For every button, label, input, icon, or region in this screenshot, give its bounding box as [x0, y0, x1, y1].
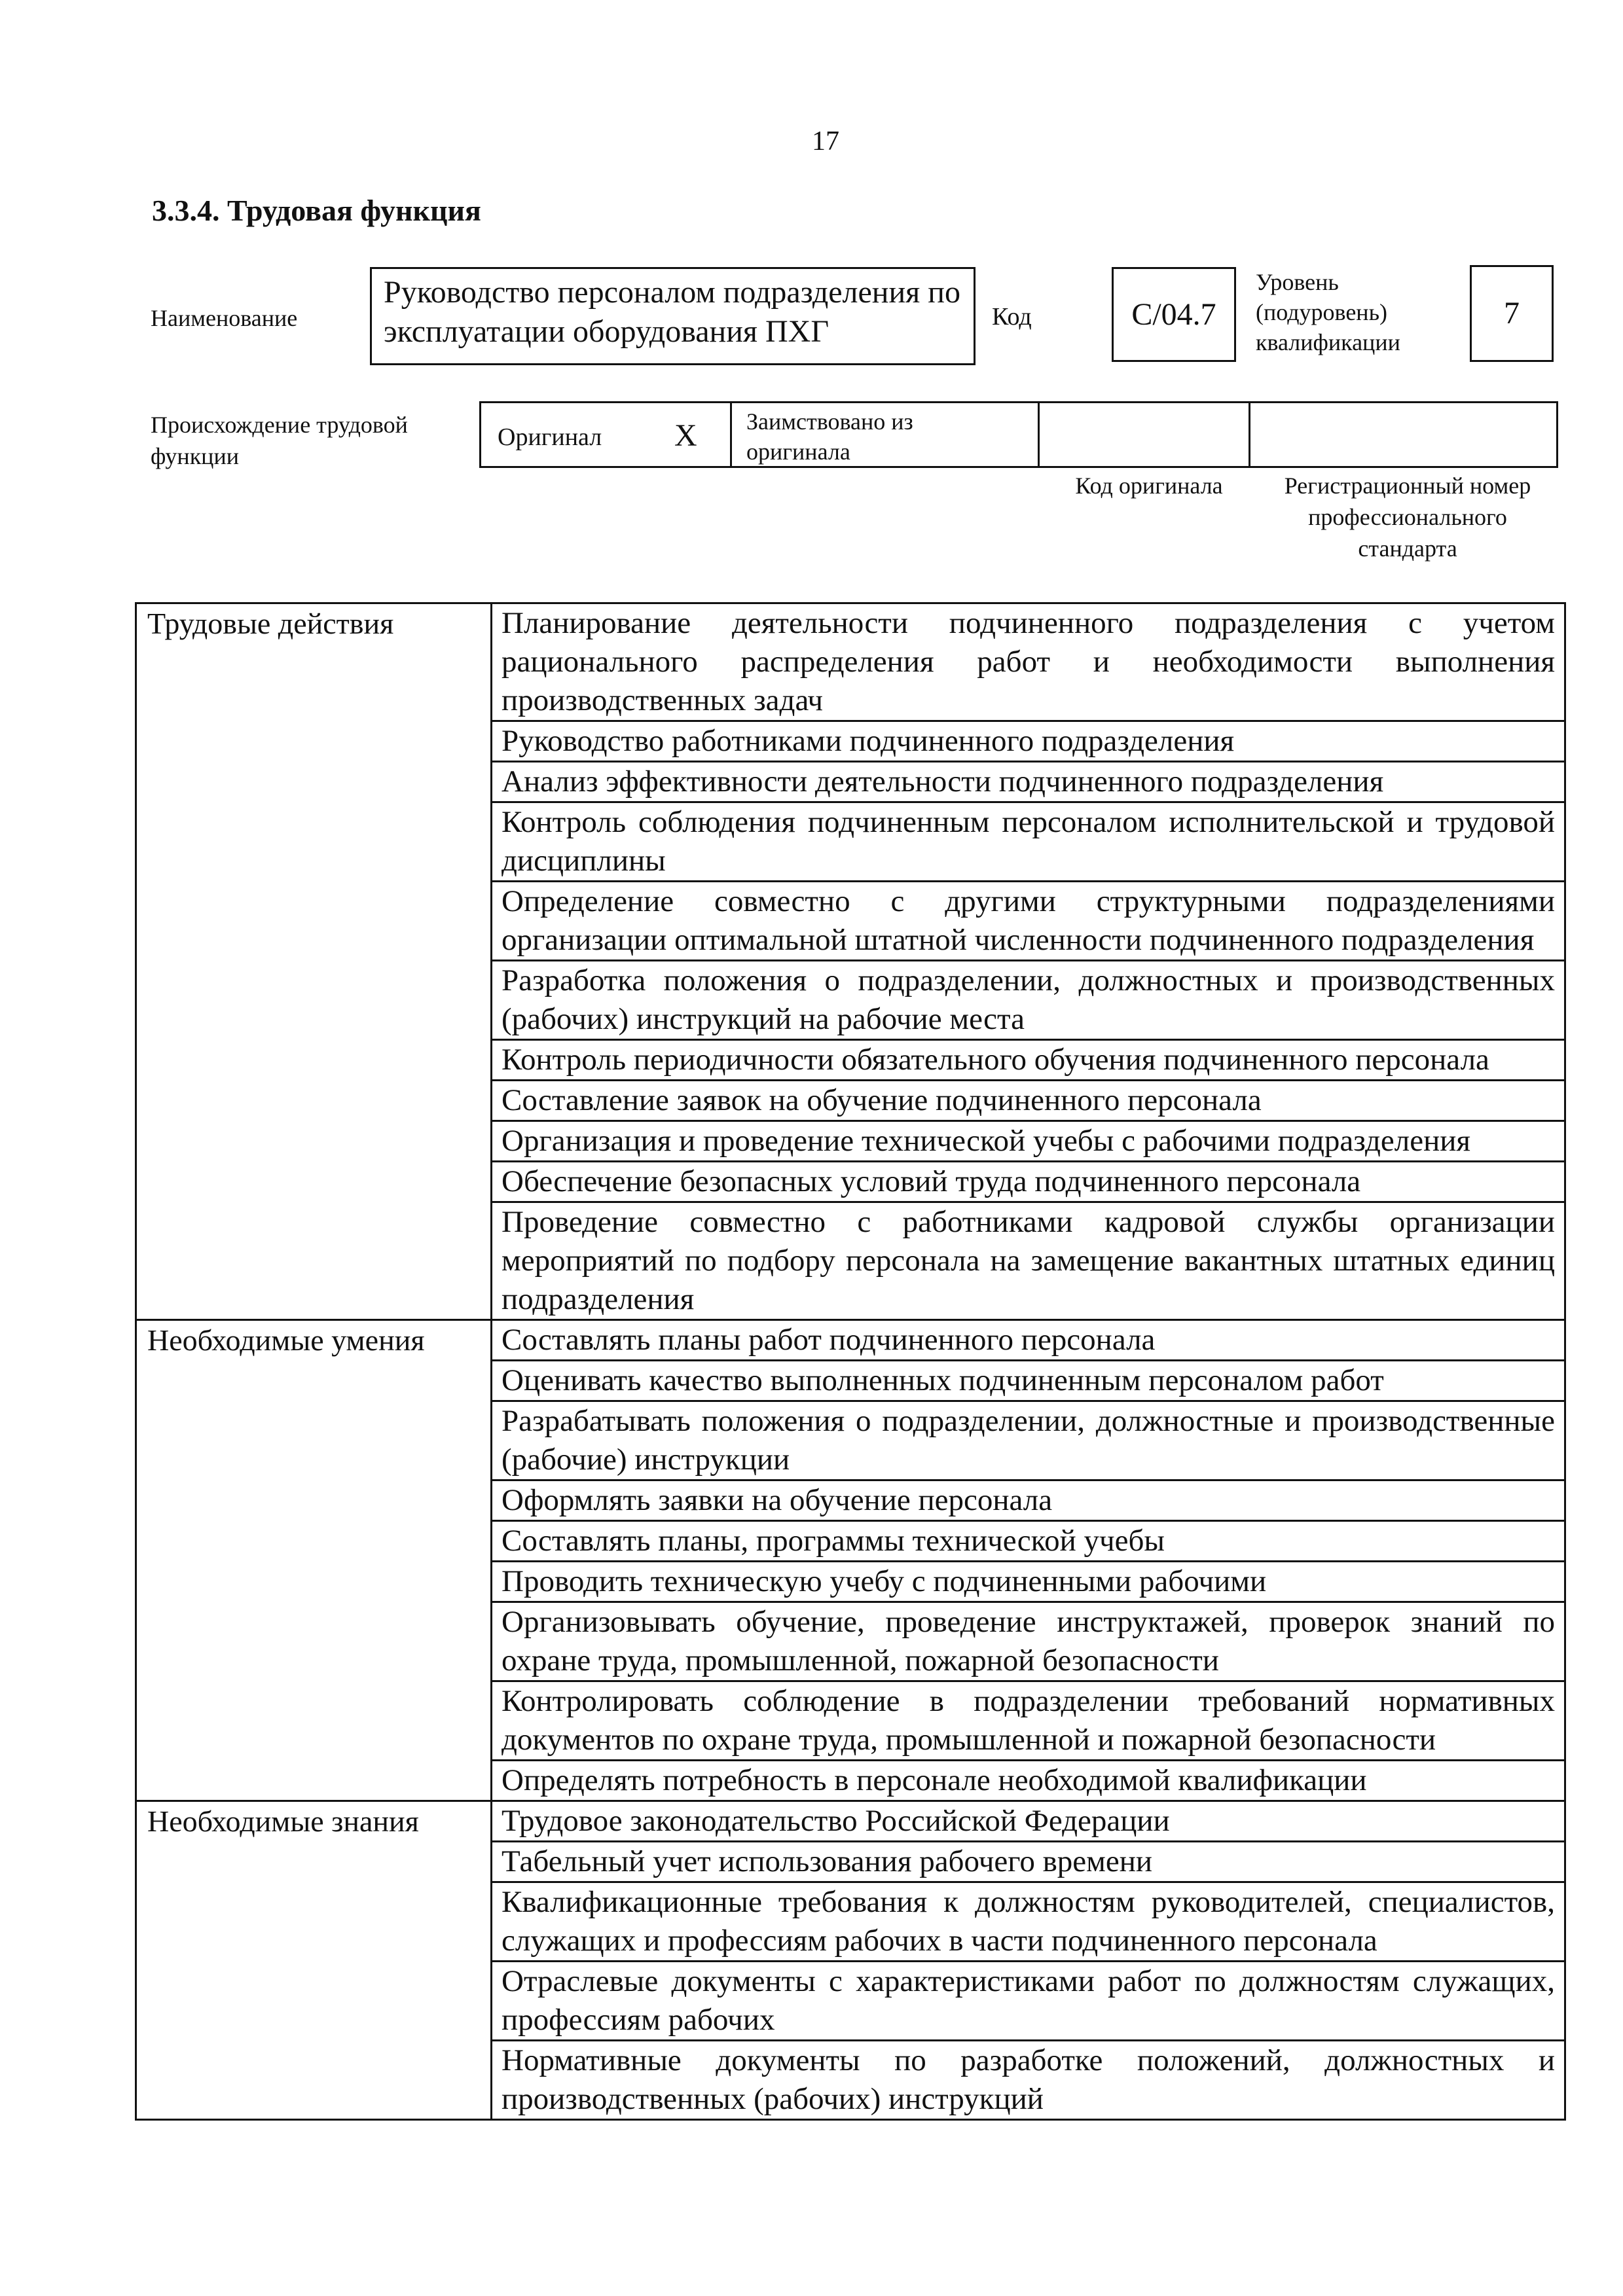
page-number: 17 [812, 126, 839, 156]
original-label: Оригинал [498, 423, 602, 451]
item-cell: Определение совместно с другими структурными подразделениями организации оптимальной штатной численности подчиненного подразделения [492, 882, 1565, 961]
item-cell: Табельный учет использования рабочего времени [492, 1842, 1565, 1882]
code-label: Код [992, 303, 1032, 331]
table-row [136, 1320, 1565, 1361]
origin-divider [1249, 401, 1250, 468]
item-cell: Оценивать качество выполненных подчиненным персоналом работ [492, 1361, 1565, 1401]
item-cell: Отраслевые документы с характеристиками работ по должностям служащих, профессиям рабочих [492, 1962, 1565, 2041]
code-original-caption: Код оригинала [1075, 473, 1223, 499]
item-cell: Составление заявок на обучение подчиненного персонала [492, 1081, 1565, 1121]
item-cell: Организация и проведение технической учебы с рабочими подразделения [492, 1121, 1565, 1162]
item-cell: Квалификационные требования к должностям руководителей, специалистов, служащих и профессиям рабочих в части подчиненного персонала [492, 1882, 1565, 1962]
function-table [135, 602, 1566, 2121]
section-title: 3.3.4. Трудовая функция [152, 194, 481, 227]
category-cell: Необходимые знания [136, 1801, 492, 2120]
original-mark: X [674, 418, 697, 453]
code-value: C/04.7 [1131, 296, 1216, 332]
item-cell: Оформлять заявки на обучение персонала [492, 1480, 1565, 1521]
category-cell: Необходимые умения [136, 1320, 492, 1801]
reg-number-caption: Регистрационный номер профессионального стандарта [1284, 473, 1531, 562]
level-value: 7 [1504, 296, 1520, 331]
name-value: Руководство персоналом подразделения по эксплуатации оборудования ПХГ [384, 275, 960, 349]
item-cell: Организовывать обучение, проведение инструктажей, проверок знаний по охране труда, промышленной, пожарной безопасности [492, 1602, 1565, 1681]
level-value-box [1470, 265, 1554, 362]
item-cell: Контролировать соблюдение в подразделении требований нормативных документов по охране труда, промышленной и пожарной безопасности [492, 1681, 1565, 1761]
item-cell: Составлять планы, программы технической учебы [492, 1521, 1565, 1562]
origin-row [479, 401, 1558, 468]
item-cell: Руководство работниками подчиненного подразделения [492, 721, 1565, 762]
item-cell: Разрабатывать положения о подразделении, должностные и производственные (рабочие) инструкции [492, 1401, 1565, 1480]
item-cell: Трудовое законодательство Российской Федерации [492, 1801, 1565, 1842]
item-cell: Анализ эффективности деятельности подчиненного подразделения [492, 762, 1565, 802]
code-value-box [1112, 267, 1236, 362]
borrowed-label: Заимствовано из оригинала [746, 408, 913, 465]
level-label: Уровень (подуровень) квалификации [1256, 269, 1400, 355]
item-cell: Проводить техническую учебу с подчиненными рабочими [492, 1562, 1565, 1602]
item-cell: Проведение совместно с работниками кадровой службы организации мероприятий по подбору персонала на замещение вакантных штатных единиц подразделения [492, 1202, 1565, 1320]
item-cell: Определять потребность в персонале необходимой квалификации [492, 1761, 1565, 1801]
origin-label: Происхождение трудовой функции [151, 412, 408, 469]
item-cell: Контроль соблюдения подчиненным персоналом исполнительской и трудовой дисциплины [492, 802, 1565, 882]
item-cell: Планирование деятельности подчиненного подразделения с учетом рационального распределения работ и необходимости выполнения производственных задач [492, 603, 1565, 721]
table-row [136, 1801, 1565, 1842]
item-cell: Составлять планы работ подчиненного персонала [492, 1320, 1565, 1361]
origin-divider [730, 401, 732, 468]
name-value-box [370, 267, 976, 365]
item-cell: Обеспечение безопасных условий труда подчиненного персонала [492, 1162, 1565, 1202]
category-cell: Трудовые действия [136, 603, 492, 1320]
origin-divider [1038, 401, 1040, 468]
table-row [136, 603, 1565, 721]
name-label: Наименование [151, 305, 298, 331]
item-cell: Нормативные документы по разработке положений, должностных и производственных (рабочих) инструкций [492, 2041, 1565, 2120]
item-cell: Контроль периодичности обязательного обучения подчиненного персонала [492, 1040, 1565, 1081]
item-cell: Разработка положения о подразделении, должностных и производственных (рабочих) инструкций на рабочие места [492, 961, 1565, 1040]
